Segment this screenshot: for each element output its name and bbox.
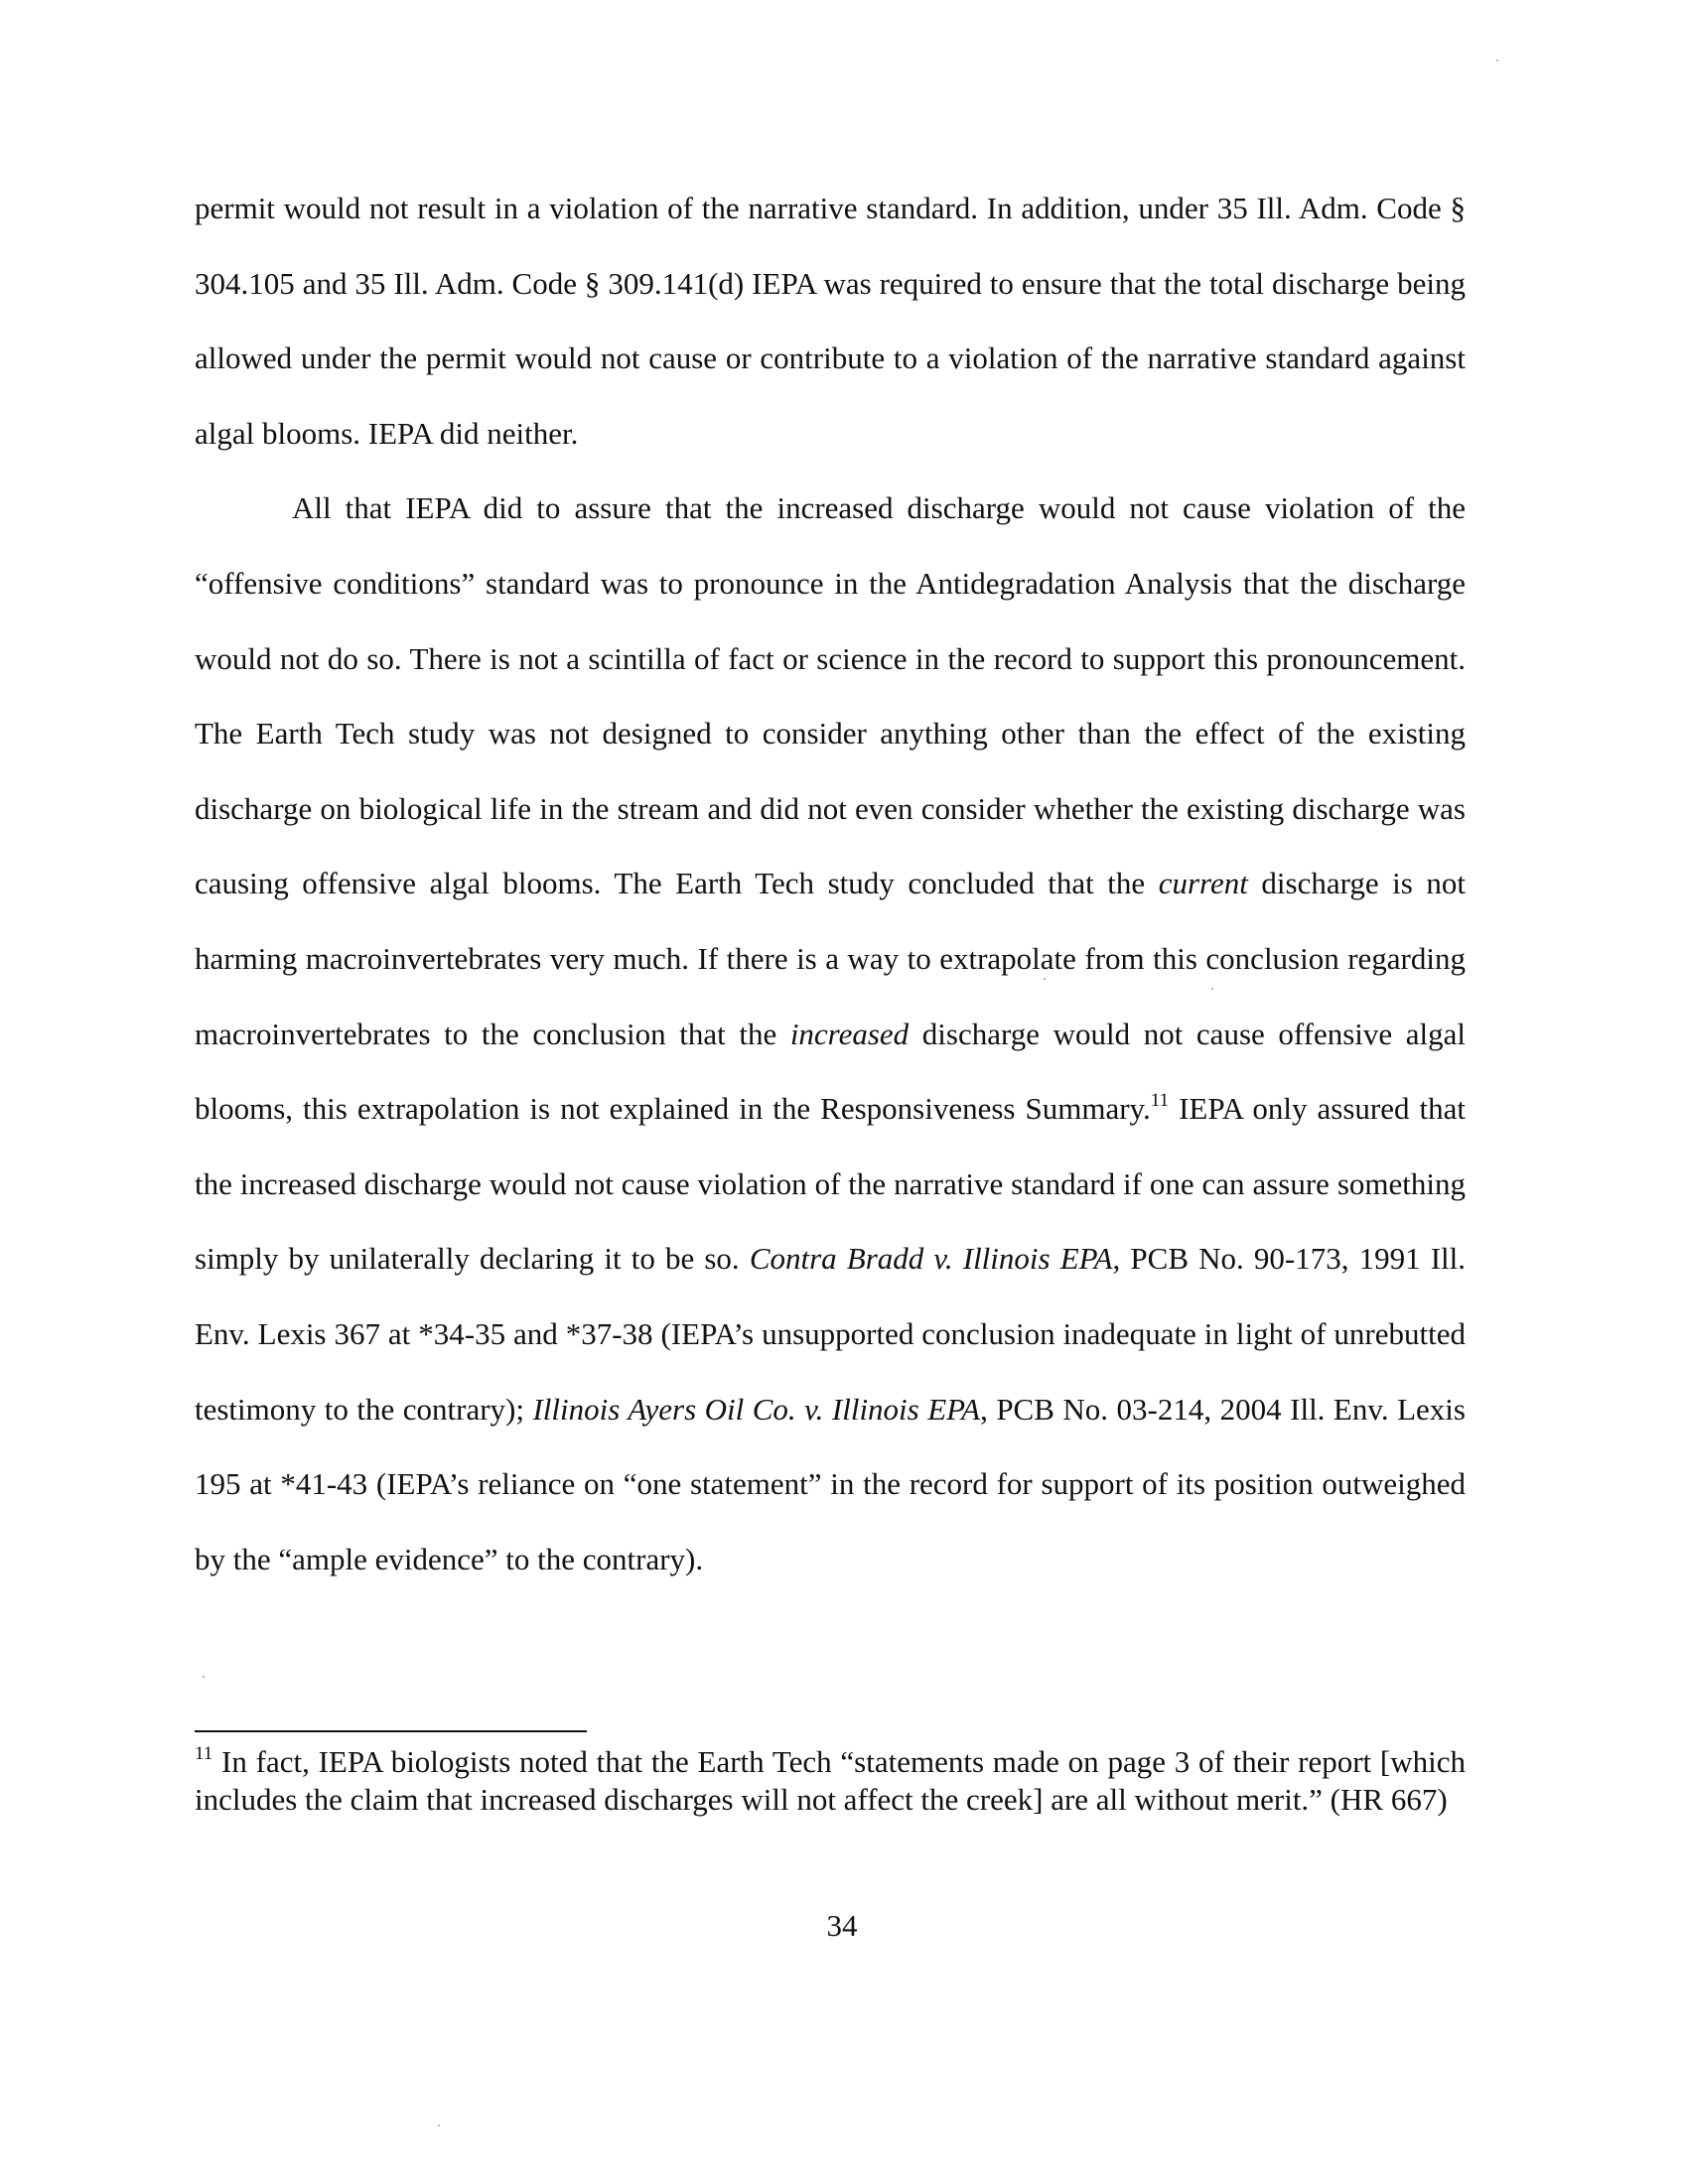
page-number: 34 — [826, 1908, 858, 1943]
paragraph-2-run-11: , PCB No. 03-214, 2004 Ill. Env. Lexis 195 at *41-43 (IEPA’s reliance on “one statement” in the record for support of its position outweighed by the “ample evidence” to the contrary). — [195, 1391, 1466, 1576]
body-text — [195, 171, 1466, 1596]
paragraph-2 — [195, 471, 1466, 1596]
scan-speck — [1496, 60, 1498, 62]
italic-increased: increased — [789, 1016, 910, 1051]
paragraph-2-run-7: IEPA only assured that the increased discharge would not cause violation of the narrative standard if one can assure something simply by unilaterally declaring it to be so. — [195, 1091, 1466, 1277]
scan-speck — [203, 1676, 205, 1678]
footnote-separator — [195, 1730, 587, 1732]
footnote-11 — [195, 1743, 1466, 1818]
footnote-marker: 11 — [195, 1743, 213, 1764]
case-citation-ayers: Illinois Ayers Oil Co. v. Illinois EPA — [532, 1391, 981, 1427]
footnote-text: In fact, IEPA biologists noted that the Earth Tech “statements made on page 3 of their report [which includes the claim that increased discharges will not affect the creek] are all without merit.” (HR 667) — [195, 1744, 1466, 1817]
scan-speck — [438, 2124, 440, 2126]
paragraph-2-run-9: , PCB No. 90-173, 1991 Ill. Env. Lexis 367 at *34-35 and *37-38 (IEPA’s unsupported conclusion inadequate in light of unrebutted testimony to the contrary); — [195, 1241, 1467, 1427]
paragraph-1-run-1: permit would not result in a violation of the narrative standard. In addition, under 35 Ill. Adm. Code § 304.105 and 35 Ill. Adm. Code § 309.141(d) IEPA was required to ensure that the total discharge being allowed under the permit would not cause or contribute to a violation of the narrative standard against algal blooms. IEPA did neither. — [195, 191, 1466, 451]
paragraph-2-run-3: discharge is not harming macroinvertebrates very much. If there is a way to extrapolate from this conclusion regarding macroinvertebrates to the conclusion that the — [195, 866, 1466, 1051]
footnote-reference-11: 11 — [1150, 1090, 1170, 1112]
scan-speck — [1044, 978, 1046, 980]
case-citation-bradd: Contra Bradd v. Illinois EPA — [749, 1241, 1113, 1277]
paragraph-2-run-1: All that IEPA did to assure that the increased discharge would not cause violation of the “offensive conditions” standard was to pronounce in the Antidegradation Analysis that the discharge would not do so. There is not a scintilla of fact or science in the record to support this pronouncement. The Earth Tech study was not designed to consider anything other than the effect of the existing discharge on biological life in the stream and did not even consider whether the existing discharge was causing offensive algal blooms. The Earth Tech study concluded that the — [195, 490, 1466, 901]
paragraph-2-run-5: discharge would not cause offensive algal blooms, this extrapolation is not explained in the Responsiveness Summary. — [195, 1016, 1466, 1127]
scan-speck — [1211, 988, 1213, 990]
paragraph-1 — [195, 171, 1466, 471]
italic-current: current — [1158, 866, 1248, 901]
